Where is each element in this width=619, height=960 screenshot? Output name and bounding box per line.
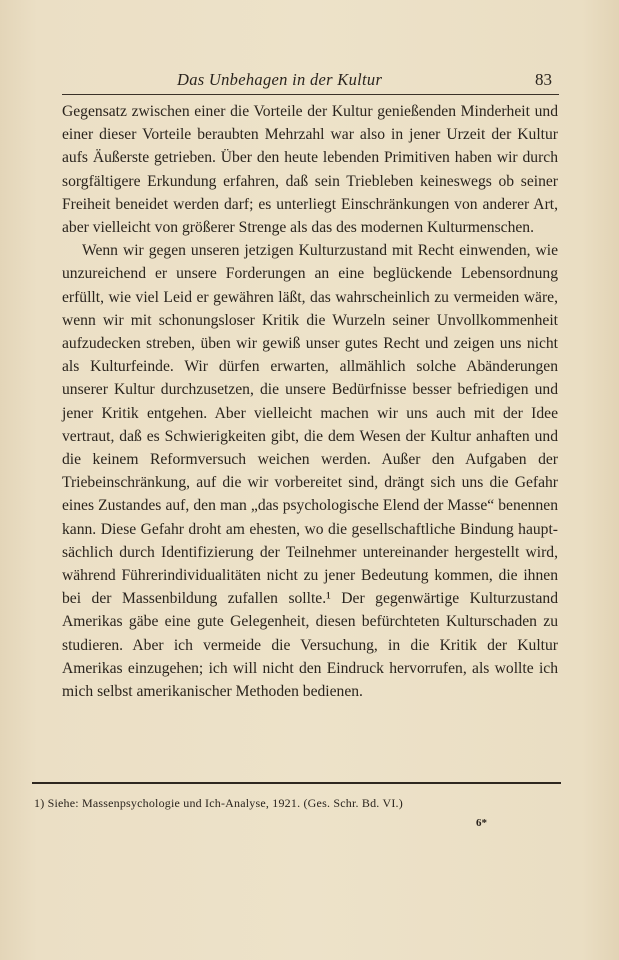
running-title: Das Unbehagen in der Kultur (177, 70, 383, 89)
paragraph-1: Gegensatz zwischen einer die Vorteile der Kultur genießenden Minderheit und einer dieser Vorteile beraubten Mehrzahl war also in jener Urzeit der Kultur aufs Äußerste getrieben. Über den heute lebenden Primitiven haben wir durch sorgfältigere Erkundung erfahren, daß sein Triebleben keineswegs ob seiner Freiheit beneidet werden darf; es unterliegt Einschränkungen von anderer Art, aber vielleicht von größerer Strenge als das des modernen Kulturmenschen. (62, 103, 558, 237)
footnote: 1) Siehe: Massenpsychologie und Ich-Analyse, 1921. (Ges. Schr. Bd. VI.) (34, 796, 403, 810)
running-head (62, 70, 558, 94)
page-number: 83 (535, 70, 552, 89)
body-text (62, 100, 558, 703)
paragraph-2: Wenn wir gegen unseren jetzigen Kulturzustand mit Recht einwenden, wie unzureichend er unsere Forderungen an eine beglückende Lebensordnung erfüllt, wie viel Leid er gewähren läßt, das wahrscheinlich zu vermeiden wäre, wenn wir mit schonungsloser Kritik die Wurzeln seiner Unvollkommenheit aufzudecken streben, üben wir gewiß unser gutes Recht und zeigen uns nicht als Kulturfeinde. Wir dürfen erwarten, allmählich solche Abänderungen unserer Kultur durchzusetzen, die unsere Bedürfnisse besser befriedigen und jener Kritik entgehen. Aber vielleicht machen wir uns auch mit der Idee vertraut, daß es Schwierigkeiten gibt, die dem Wesen der Kultur anhaften und die keinem Reformversuch weichen werden. Außer den Aufgaben der Triebeinschränkung, auf die wir vorbereitet sind, drängt sich uns die Gefahr eines Zustandes auf, den man „das psychologische Elend der Masse“ benennen kann. Diese Gefahr droht am ehesten, wo die gesellschaftliche Bindung hauptsächlich durch Identifizierung der Teilnehmer untereinander hergestellt wird, während Führerindividualitäten nicht zu jener Bedeutung kommen, die ihnen bei der Massenbildung zufallen sollte.¹ Der gegenwärtige Kulturzustand Amerikas gäbe eine gute Gelegenheit, diesen befürchteten Kulturschaden zu studieren. Aber ich vermeide die Versuchung, in die Kritik der Kultur Amerikas einzugehen; ich will nicht den Eindruck hervorrufen, als wollte ich mich selbst amerikanischer Methoden bedienen. (62, 242, 558, 701)
header-rule (62, 94, 559, 95)
printer-signature-mark: 6* (476, 817, 487, 829)
footnote-rule (32, 782, 561, 784)
